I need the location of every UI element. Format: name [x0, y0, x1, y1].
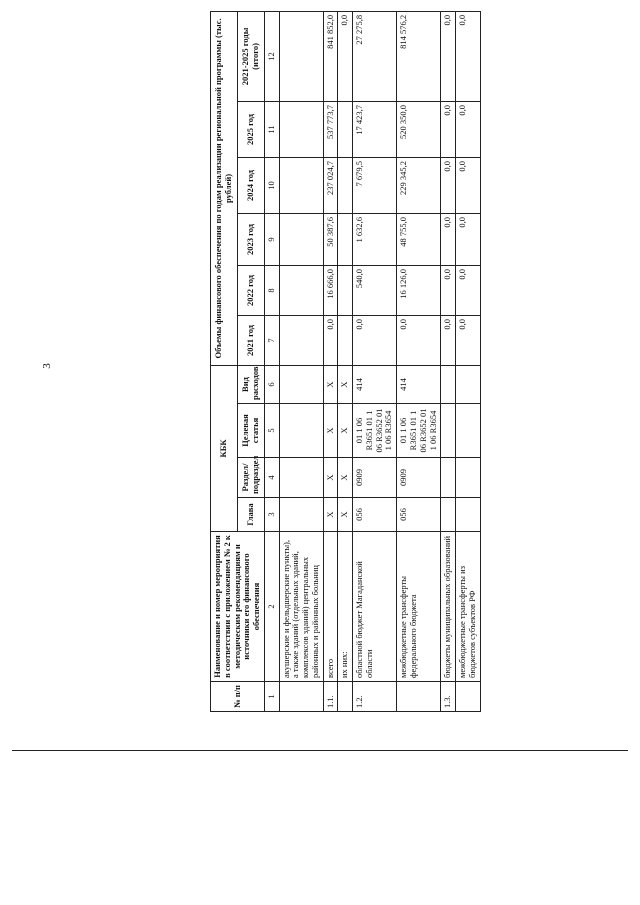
index-cell: 7 [264, 315, 279, 365]
index-cell: 4 [264, 458, 279, 498]
row-2024-cell: 229 345,2 [397, 157, 441, 213]
row-2023-cell: 0,0 [441, 213, 456, 265]
row-num-cell [279, 682, 323, 712]
row-2024-cell: 0,0 [441, 157, 456, 213]
table-row [338, 11, 353, 711]
row-total-cell: 0,0 [441, 11, 456, 101]
row-2022-cell: 0,0 [441, 265, 456, 315]
row-2025-cell: 17 423,7 [353, 101, 397, 157]
year-2021-header: 2021 год [237, 315, 264, 365]
row-name-cell: их них: [338, 532, 353, 682]
table-row [353, 11, 397, 711]
row-2023-cell: 1 632,6 [353, 213, 397, 265]
row-2025-cell [279, 101, 323, 157]
row-2024-cell [279, 157, 323, 213]
row-celevaya-cell: 01 1 06 R3651 01 1 06 R3652 01 1 06 R3654 [353, 404, 397, 458]
row-name-cell: бюджеты муниципальных образований [441, 532, 456, 682]
row-razdel-cell [456, 458, 481, 498]
header-row-1 [211, 11, 238, 711]
row-name-cell: областной бюджет Магаданской области [353, 532, 397, 682]
year-2022-header: 2022 год [237, 265, 264, 315]
row-2025-cell: 0,0 [456, 101, 481, 157]
year-2023-header: 2023 год [237, 213, 264, 265]
row-celevaya-cell: 01 1 06 R3651 01 1 06 R3652 01 1 06 R3654 [397, 404, 441, 458]
row-razdel-cell: Х [323, 458, 338, 498]
row-glava-cell [441, 498, 456, 532]
row-razdel-cell [279, 458, 323, 498]
row-2023-cell [279, 213, 323, 265]
row-2021-cell [279, 315, 323, 365]
row-2021-cell: 0,0 [397, 315, 441, 365]
financing-table [210, 11, 481, 712]
index-cell: 6 [264, 365, 279, 403]
row-vid-cell [441, 365, 456, 403]
row-2023-cell: 50 387,6 [323, 213, 338, 265]
row-glava-cell: Х [323, 498, 338, 532]
row-2025-cell [338, 101, 353, 157]
row-2021-cell: 0,0 [441, 315, 456, 365]
row-2021-cell: 0,0 [456, 315, 481, 365]
row-razdel-cell [441, 458, 456, 498]
volumes-header: Объемы финансового обеспечения по годам реализации региональной программы (тыс. рублей) [211, 11, 238, 365]
row-celevaya-cell [441, 404, 456, 458]
index-cell: 8 [264, 265, 279, 315]
row-glava-cell [456, 498, 481, 532]
index-cell: 9 [264, 213, 279, 265]
row-2025-cell: 0,0 [441, 101, 456, 157]
row-2025-cell: 537 773,7 [323, 101, 338, 157]
row-razdel-cell: Х [338, 458, 353, 498]
col-num-header: № п/п [211, 682, 265, 712]
row-num-cell: 1.3. [441, 682, 456, 712]
row-name-cell: межбюджетные трансферты из бюджетов субъектов РФ [456, 532, 481, 682]
row-celevaya-cell: Х [338, 404, 353, 458]
index-cell: 10 [264, 157, 279, 213]
row-num-cell [338, 682, 353, 712]
total-header: 2021-2025 годы (итого) [237, 11, 264, 101]
table-row [456, 11, 481, 711]
row-vid-cell: 414 [353, 365, 397, 403]
row-razdel-cell: 0909 [353, 458, 397, 498]
index-cell: 11 [264, 101, 279, 157]
row-2023-cell: 0,0 [456, 213, 481, 265]
razdel-header: Раздел/ подраздел [237, 458, 264, 498]
row-celevaya-cell [456, 404, 481, 458]
row-2022-cell: 0,0 [456, 265, 481, 315]
row-total-cell: 841 852,0 [323, 11, 338, 101]
row-total-cell: 0,0 [338, 11, 353, 101]
row-2022-cell: 16 666,0 [323, 265, 338, 315]
row-vid-cell [456, 365, 481, 403]
row-name-cell: акушерские и фельдшерские пункты), а также зданий (отдельных зданий, комплексов зданий) центральных районных и районных больниц [279, 532, 323, 682]
row-num-cell: 1.2. [353, 682, 397, 712]
page-divider [12, 750, 628, 751]
row-vid-cell [279, 365, 323, 403]
row-total-cell: 27 275,8 [353, 11, 397, 101]
col-name-header: Наименование и номер мероприятия в соответствии с приложением № 2 к методическим рекомендациям и источники его финансового обеспечения [211, 532, 265, 682]
table-row [397, 11, 441, 711]
row-2021-cell [338, 315, 353, 365]
row-num-cell: 1.1. [323, 682, 338, 712]
kbk-header: КБК [211, 365, 238, 531]
row-vid-cell: Х [338, 365, 353, 403]
page-number: 3 [40, 363, 53, 369]
row-2021-cell: 0,0 [353, 315, 397, 365]
row-2025-cell: 520 350,0 [397, 101, 441, 157]
row-total-cell: 814 576,2 [397, 11, 441, 101]
index-cell: 3 [264, 498, 279, 532]
table-body [279, 11, 480, 711]
row-2023-cell: 48 755,0 [397, 213, 441, 265]
index-row [264, 11, 279, 711]
row-2024-cell [338, 157, 353, 213]
table-row [279, 11, 323, 711]
celevaya-header: Целевая статья [237, 404, 264, 458]
row-2021-cell: 0,0 [323, 315, 338, 365]
row-celevaya-cell [279, 404, 323, 458]
glava-header: Глава [237, 498, 264, 532]
row-name-cell: всего [323, 532, 338, 682]
row-total-cell [279, 11, 323, 101]
row-glava-cell: 056 [397, 498, 441, 532]
row-2024-cell: 237 024,7 [323, 157, 338, 213]
year-2025-header: 2025 год [237, 101, 264, 157]
row-num-cell [456, 682, 481, 712]
row-glava-cell: 056 [353, 498, 397, 532]
row-2022-cell [279, 265, 323, 315]
row-2024-cell: 0,0 [456, 157, 481, 213]
row-glava-cell [279, 498, 323, 532]
row-2023-cell [338, 213, 353, 265]
vid-header: Вид расходов [237, 365, 264, 403]
index-cell: 5 [264, 404, 279, 458]
table-row [323, 11, 338, 711]
row-num-cell [397, 682, 441, 712]
year-2024-header: 2024 год [237, 157, 264, 213]
row-total-cell: 0,0 [456, 11, 481, 101]
row-vid-cell: Х [323, 365, 338, 403]
table-row [441, 11, 456, 711]
row-2024-cell: 7 679,5 [353, 157, 397, 213]
row-2022-cell [338, 265, 353, 315]
row-2022-cell: 16 126,0 [397, 265, 441, 315]
row-name-cell: межбюджетные трансферты федерального бюджета [397, 532, 441, 682]
row-vid-cell: 414 [397, 365, 441, 403]
row-2022-cell: 540,0 [353, 265, 397, 315]
row-glava-cell: Х [338, 498, 353, 532]
index-cell: 2 [264, 532, 279, 682]
row-celevaya-cell: Х [323, 404, 338, 458]
index-cell: 1 [264, 682, 279, 712]
index-cell: 12 [264, 11, 279, 101]
rotated-table-wrapper [210, 12, 530, 712]
row-razdel-cell: 0909 [397, 458, 441, 498]
